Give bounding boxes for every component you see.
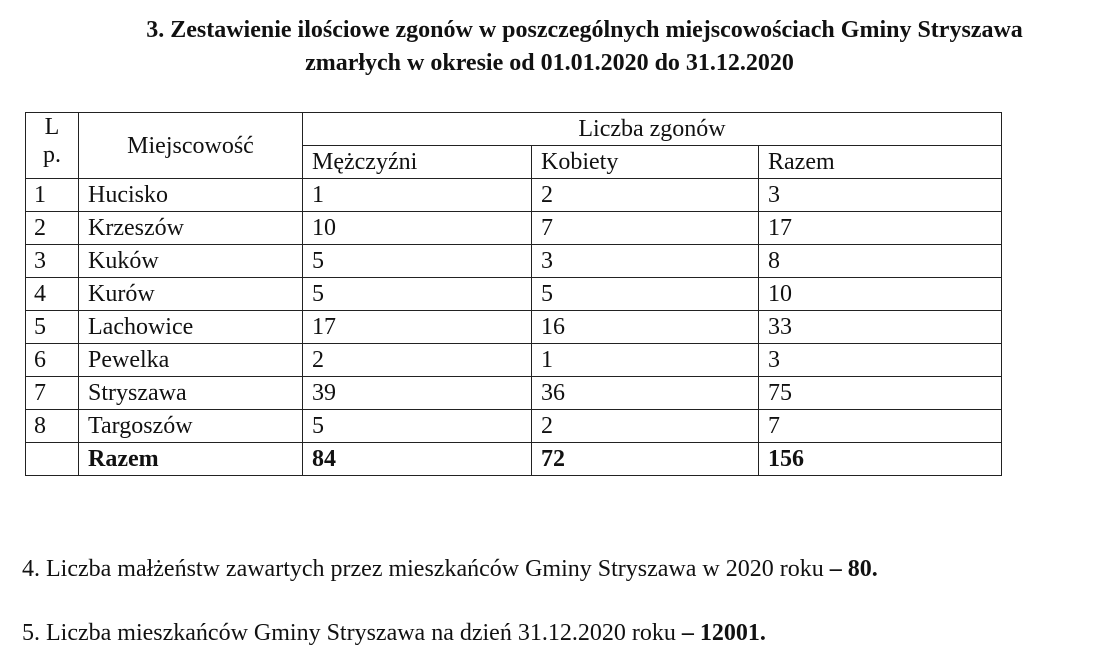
place-cell: Pewelka [79,344,303,377]
men-cell: 39 [303,377,532,410]
women-cell: 36 [532,377,759,410]
lp-header [26,113,79,179]
women-cell: 2 [532,179,759,212]
table-header-row [26,113,1002,146]
residents-note [22,618,766,648]
women-cell: 16 [532,311,759,344]
women-cell: 5 [532,278,759,311]
women-cell: 7 [532,212,759,245]
place-header: Miejscowość [79,113,303,179]
place-cell: Kurów [79,278,303,311]
lp-cell-empty [26,443,79,476]
lp-cell: 3 [26,245,79,278]
title-line-2: zmarłych w okresie od 01.01.2020 do 31.12.2020 [305,50,794,76]
note-text: Liczba mieszkańców Gminy Stryszawa na dzień 31.12.2020 roku [40,620,682,646]
title-line-1: 3. Zestawienie ilościowe zgonów w poszczególnych miejscowościach Gminy Stryszawa [146,17,1023,43]
note-value: – 12001. [681,620,766,646]
total-cell: 10 [759,278,1002,311]
total-cell: 75 [759,377,1002,410]
lp-cell: 8 [26,410,79,443]
women-cell: 3 [532,245,759,278]
total-cell: 7 [759,410,1002,443]
total-header: Razem [759,146,1002,179]
table-row [26,410,1002,443]
women-cell: 1 [532,344,759,377]
table-row [26,278,1002,311]
men-cell: 2 [303,344,532,377]
lp-cell: 4 [26,278,79,311]
lp-header-line-2: p. [43,142,61,168]
page-title [0,14,1099,80]
total-cell: 3 [759,344,1002,377]
men-header: Mężczyźni [303,146,532,179]
note-number: 4. [22,556,40,582]
table-total-row [26,443,1002,476]
lp-cell: 5 [26,311,79,344]
table-row [26,377,1002,410]
marriages-note [22,554,878,584]
total-cell: 17 [759,212,1002,245]
table-row [26,344,1002,377]
men-cell: 17 [303,311,532,344]
place-cell: Stryszawa [79,377,303,410]
table-row [26,179,1002,212]
lp-cell: 7 [26,377,79,410]
total-cell: 33 [759,311,1002,344]
women-cell: 2 [532,410,759,443]
place-cell: Kuków [79,245,303,278]
sum-women-cell: 72 [532,443,759,476]
note-value: – 80. [829,556,878,582]
place-cell: Targoszów [79,410,303,443]
deaths-table [25,112,1002,476]
total-cell: 3 [759,179,1002,212]
table-row [26,212,1002,245]
table-row [26,245,1002,278]
table-row [26,311,1002,344]
lp-cell: 2 [26,212,79,245]
deaths-group-header: Liczba zgonów [303,113,1002,146]
men-cell: 5 [303,245,532,278]
place-cell: Lachowice [79,311,303,344]
total-cell: 8 [759,245,1002,278]
place-cell: Hucisko [79,179,303,212]
sum-label-cell: Razem [79,443,303,476]
men-cell: 5 [303,410,532,443]
women-header: Kobiety [532,146,759,179]
note-number: 5. [22,620,40,646]
place-cell: Krzeszów [79,212,303,245]
lp-cell: 6 [26,344,79,377]
lp-cell: 1 [26,179,79,212]
men-cell: 10 [303,212,532,245]
sum-men-cell: 84 [303,443,532,476]
lp-header-line-1: L [44,114,60,140]
men-cell: 1 [303,179,532,212]
note-text: Liczba małżeństw zawartych przez mieszkańców Gminy Stryszawa w 2020 roku [40,556,830,582]
men-cell: 5 [303,278,532,311]
sum-total-cell: 156 [759,443,1002,476]
